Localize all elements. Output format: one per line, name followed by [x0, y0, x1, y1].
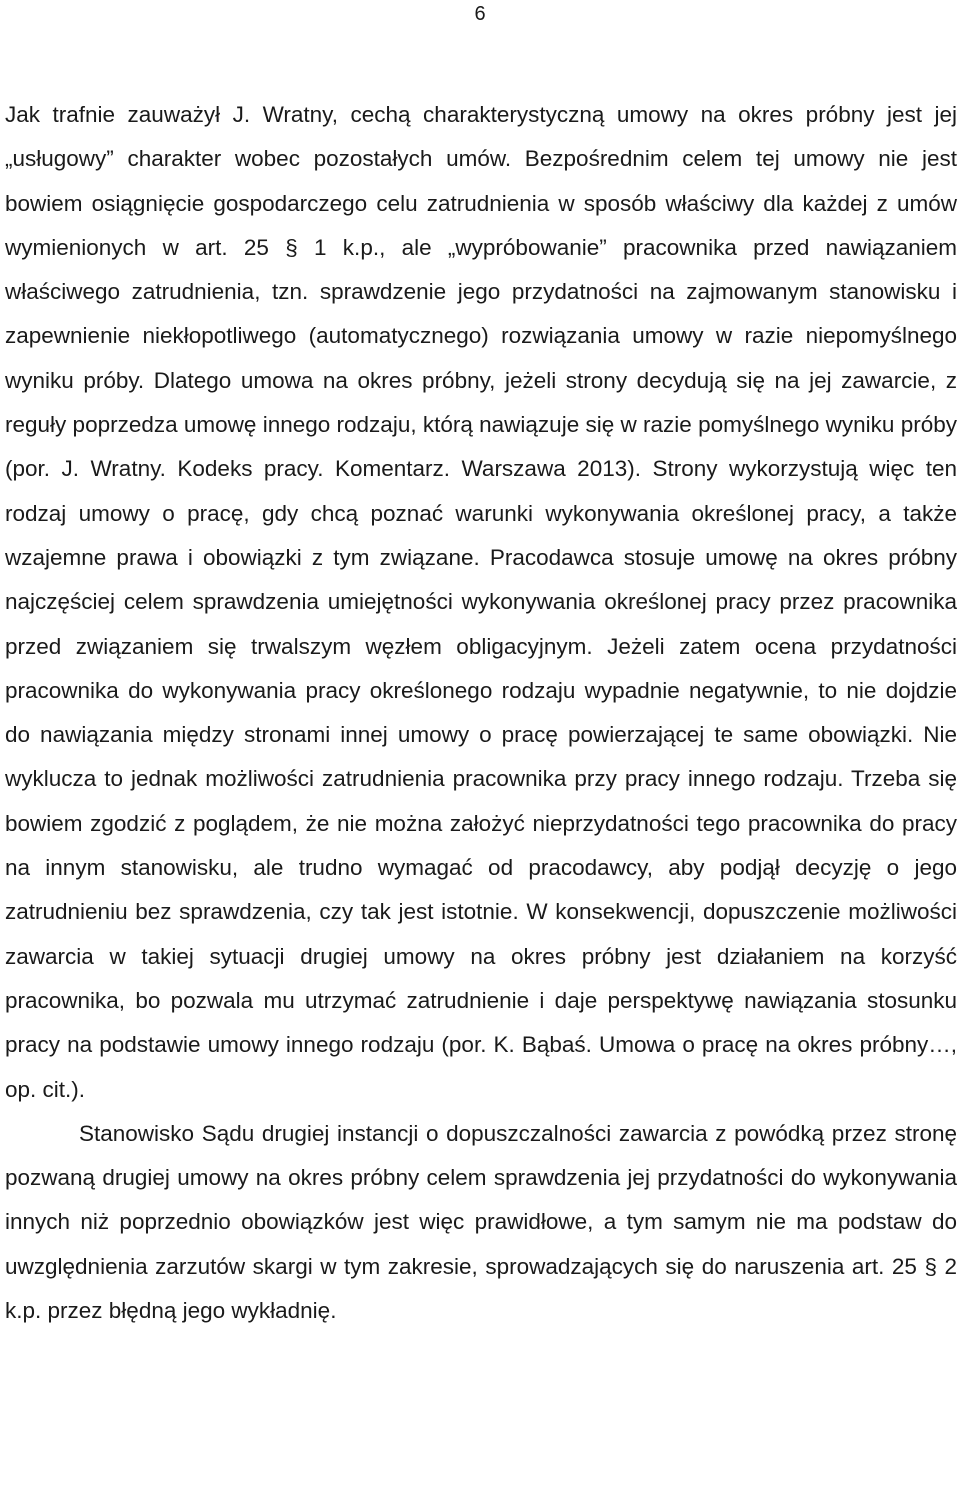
document-body	[5, 93, 957, 1333]
paragraph-2: Stanowisko Sądu drugiej instancji o dopuszczalności zawarcia z powódką przez stronę pozwaną drugiej umowy na okres próbny celem sprawdzenia jej przydatności do wykonywania innych niż poprzednio obowiązków jest więc prawidłowe, a tym samym nie ma podstaw do uwzględnienia zarzutów skargi w tym zakresie, sprowadzających się do naruszenia art. 25 § 2 k.p. przez błędną jego wykładnię.	[5, 1120, 957, 1324]
paragraph-1: Jak trafnie zauważył J. Wratny, cechą charakterystyczną umowy na okres próbny jest jej „usługowy” charakter wobec pozostałych umów. Bezpośrednim celem tej umowy nie jest bowiem osiągnięcie gospodarczego celu zatrudnienia w sposób właściwy dla każdej z umów wymienionych w art. 25 § 1 k.p., ale „wypróbowanie” pracownika przed nawiązaniem właściwego zatrudnienia, tzn. sprawdzenie jego przydatności na zajmowanym stanowisku i zapewnienie niekłopotliwego (automatycznego) rozwiązania umowy w razie niepomyślnego wyniku próby. Dlatego umowa na okres próbny, jeżeli strony decydują się na jej zawarcie, z reguły poprzedza umowę innego rodzaju, którą nawiązuje się w razie pomyślnego wyniku próby (por. J. Wratny. Kodeks pracy. Komentarz. Warszawa 2013). Strony wykorzystują więc ten rodzaj umowy o pracę, gdy chcą poznać warunki wykonywania określonej pracy, a także wzajemne prawa i obowiązki z tym związane. Pracodawca stosuje umowę na okres próbny najczęściej celem sprawdzenia umiejętności wykonywania określonej pracy przez pracownika przed związaniem się trwalszym węzłem obligacyjnym. Jeżeli zatem ocena przydatności pracownika do wykonywania pracy określonego rodzaju wypadnie negatywnie, to nie dojdzie do nawiązania między stronami innej umowy o pracę powierzającej te same obowiązki. Nie wyklucza to jednak możliwości zatrudnienia pracownika przy pracy innego rodzaju. Trzeba się bowiem zgodzić z poglądem, że nie można założyć nieprzydatności tego pracownika do pracy na innym stanowisku, ale trudno wymagać od pracodawcy, aby podjął decyzję o jego zatrudnieniu bez sprawdzenia, czy tak jest istotnie. W konsekwencji, dopuszczenie możliwości zawarcia w takiej sytuacji drugiej umowy na okres próbny jest działaniem na korzyść pracownika, bo pozwala mu utrzymać zatrudnienie i daje perspektywę nawiązania stosunku pracy na podstawie umowy innego rodzaju (por. K. Bąbaś. Umowa o pracę na okres próbny…, op. cit.).	[5, 102, 957, 1102]
page-number: 6	[474, 3, 486, 25]
